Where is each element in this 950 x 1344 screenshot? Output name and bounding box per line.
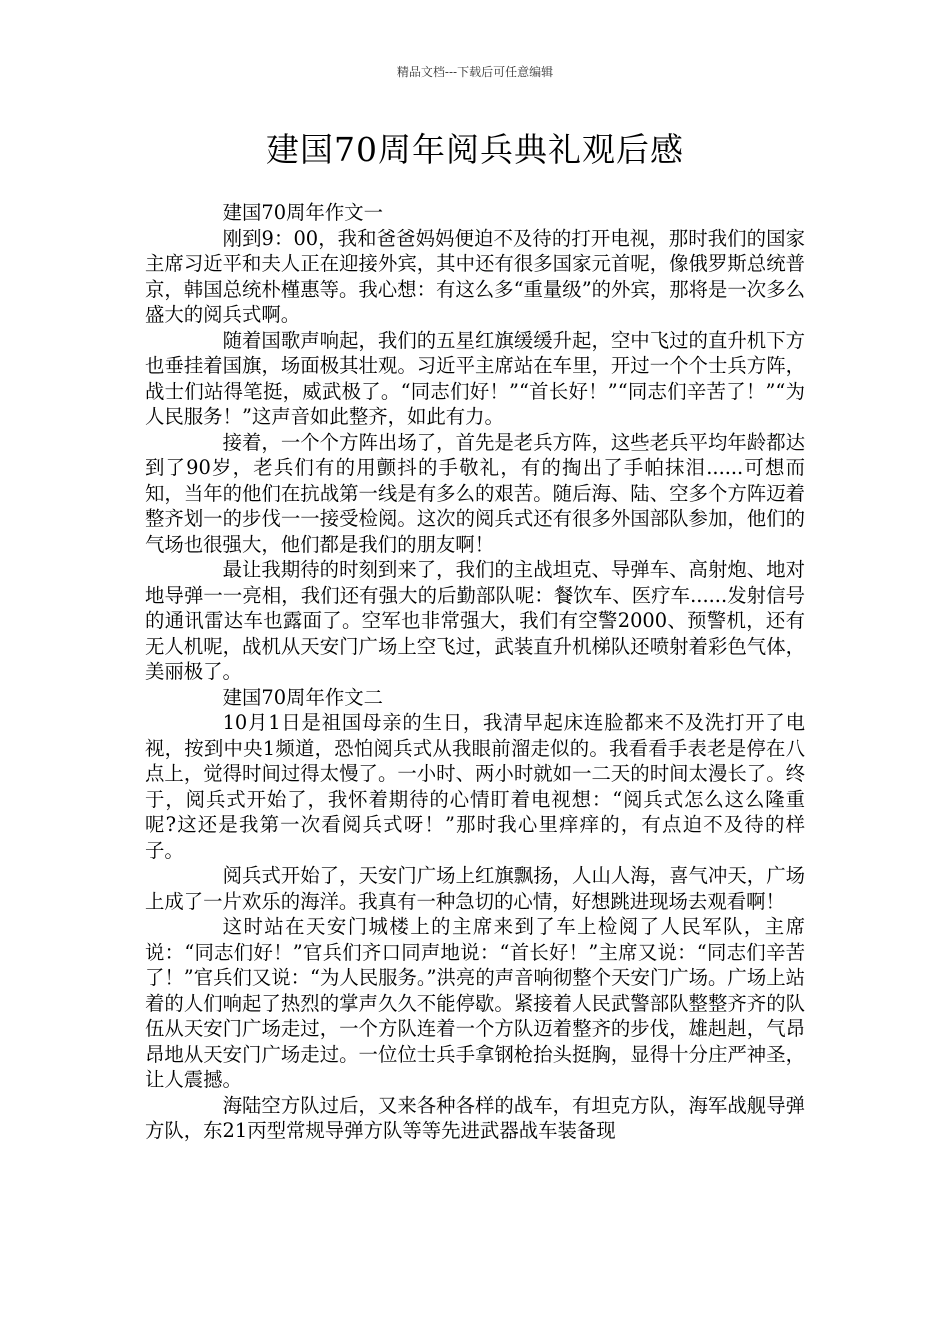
paragraph: 海陆空方队过后，又来各种各样的战车，有坦克方队，海军战舰导弹方队，东21丙型常规导弹方队等等先进武器战车装备现 (145, 1093, 805, 1142)
document-body (145, 200, 805, 1144)
paragraph: 10月1日是祖国母亲的生日，我清早起床连脸都来不及洗打开了电视，按到中央1频道，恐怕阅兵式从我眼前溜走似的。我看看手表老是停在八点上，觉得时间过得太慢了。一小时、两小时就如一二天的时间太漫长了。终于，阅兵式开始了，我怀着期待的心情盯着电视想：“阅兵式怎么这么隆重呢?这还是我第一次看阅兵式呀！”那时我心里痒痒的，有点迫不及待的样子。 (145, 711, 805, 862)
paragraph: 接着，一个个方阵出场了，首先是老兵方阵，这些老兵平均年龄都达到了90岁，老兵们有的用颤抖的手敬礼，有的掏出了手帕抹泪......可想而知，当年的他们在抗战第一线是有多么的艰苦。随后海、陆、空多个方阵迈着整齐划一的步伐一一接受检阅。这次的阅兵式还有很多外国部队参加，他们的气场也很强大，他们都是我们的朋友啊！ (145, 430, 805, 556)
section-heading-1: 建国70周年作文一 (222, 201, 384, 224)
paragraph: 阅兵式开始了，天安门广场上红旗飘扬，人山人海，喜气冲天，广场上成了一片欢乐的海洋。我真有一种急切的心情，好想跳进现场去观看啊！ (145, 864, 805, 913)
section-heading-2: 建国70周年作文二 (222, 685, 384, 709)
document-title: 建国70周年阅兵典礼观后感 (266, 130, 684, 169)
paragraph: 最让我期待的时刻到来了，我们的主战坦克、导弹车、高射炮、地对地导弹一一亮相，我们还有强大的后勤部队呢：餐饮车、医疗车......发射信号的通讯雷达车也露面了。空军也非常强大，我们有空警2000、预警机，还有无人机呢，战机从天安门广场上空飞过，武装直升机梯队还喷射着彩色气体，美丽极了。 (145, 558, 805, 683)
paragraph: 随着国歌声响起，我们的五星红旗缓缓升起，空中飞过的直升机下方也垂挂着国旗，场面极其壮观。习近平主席站在车里，开过一个个士兵方阵，战士们站得笔挺，威武极了。“同志们好！”“首长好！”“同志们辛苦了！”“为人民服务！”这声音如此整齐，如此有力。 (145, 328, 805, 428)
paragraph: 这时站在天安门城楼上的主席来到了车上检阅了人民军队，主席说：“同志们好！”官兵们齐口同声地说：“首长好！”主席又说：“同志们辛苦了！”官兵们又说：“为人民服务。”洪亮的声音响彻整个天安门广场。广场上站着的人们响起了热烈的掌声久久不能停歇。紧接着人民武警部队整整齐齐的队伍从天安门广场走过，一个方队连着一个方队迈着整齐的步伐，雄赳赳，气昂昂地从天安门广场走过。一位位士兵手拿钢枪抬头挺胸，显得十分庄严神圣，让人震撼。 (145, 915, 805, 1091)
page-header: 精品文档---下载后可任意编辑 (396, 65, 554, 79)
paragraph: 刚到9：00，我和爸爸妈妈便迫不及待的打开电视，那时我们的国家主席习近平和夫人正在迎接外宾，其中还有很多国家元首呢，像俄罗斯总统普京，韩国总统朴槿惠等。我心想：有这么多“重量级”的外宾，那将是一次多么盛大的阅兵式啊。 (145, 226, 805, 326)
